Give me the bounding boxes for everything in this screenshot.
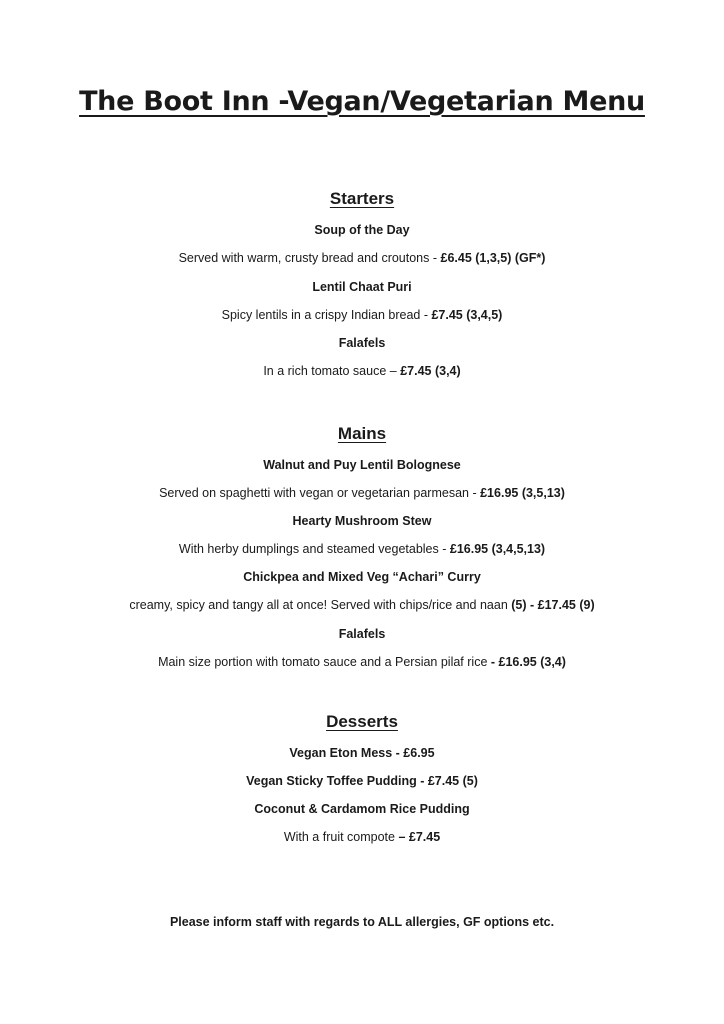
- item-price: £7.45 (3,4,5): [431, 308, 503, 322]
- section-heading: Starters: [329, 189, 395, 208]
- dessert-1-name: Vegan Eton Mess - £6.95: [289, 746, 435, 760]
- main-1-desc: [0, 486, 724, 501]
- item-price: (5) - £17.45 (9): [511, 598, 595, 612]
- main-3-name: Chickpea and Mixed Veg “Achari” Curry: [243, 570, 481, 584]
- section-heading: Mains: [337, 424, 387, 443]
- item-description: In a rich tomato sauce –: [263, 364, 401, 378]
- item-price: £16.95 (3,5,13): [480, 486, 565, 500]
- item-description: Main size portion with tomato sauce and a Persian pilaf rice: [158, 655, 491, 669]
- item-price: – £7.45: [398, 830, 441, 844]
- section-heading: Desserts: [326, 712, 398, 731]
- item-description: With herby dumplings and steamed vegetables -: [178, 542, 450, 556]
- starter-1-name: Soup of the Day: [314, 223, 410, 237]
- dessert-3-name: Coconut & Cardamom Rice Pudding: [254, 802, 470, 816]
- allergy-notice: Please inform staff with regards to ALL allergies, GF options etc.: [169, 915, 555, 929]
- item-description: Served on spaghetti with vegan or vegetarian parmesan -: [159, 486, 481, 500]
- item-description: creamy, spicy and tangy all at once! Served with chips/rice and naan: [129, 598, 512, 612]
- desserts-heading: [0, 712, 724, 732]
- dessert-2-name: Vegan Sticky Toffee Pudding - £7.45 (5): [246, 774, 478, 788]
- main-4-name: Falafels: [338, 627, 386, 641]
- starter-1-desc: [0, 251, 724, 266]
- item-description: Served with warm, crusty bread and croutons -: [178, 251, 441, 265]
- item-description: Spicy lentils in a crispy Indian bread -: [221, 308, 432, 322]
- mains-heading: [0, 424, 724, 444]
- item-price: £16.95 (3,4,5,13): [449, 542, 546, 556]
- dessert-3-desc: [0, 830, 724, 845]
- starter-2-name: Lentil Chaat Puri: [312, 280, 412, 294]
- main-4-desc: [0, 655, 724, 670]
- starters-heading: [0, 189, 724, 209]
- starter-3-desc: [0, 364, 724, 379]
- main-1-name: Walnut and Puy Lentil Bolognese: [263, 458, 461, 472]
- main-2-name: Hearty Mushroom Stew: [292, 514, 432, 528]
- item-price: - £16.95 (3,4): [490, 655, 566, 669]
- item-price: £7.45 (3,4): [400, 364, 461, 378]
- starter-3-name: Falafels: [338, 336, 386, 350]
- item-description: With a fruit compote: [283, 830, 399, 844]
- main-2-desc: [0, 542, 724, 557]
- menu-title: The Boot Inn -Vegan/Vegetarian Menu: [79, 86, 645, 117]
- starter-2-desc: [0, 308, 724, 323]
- main-3-desc: [0, 598, 724, 613]
- item-price: £6.45 (1,3,5) (GF*): [440, 251, 546, 265]
